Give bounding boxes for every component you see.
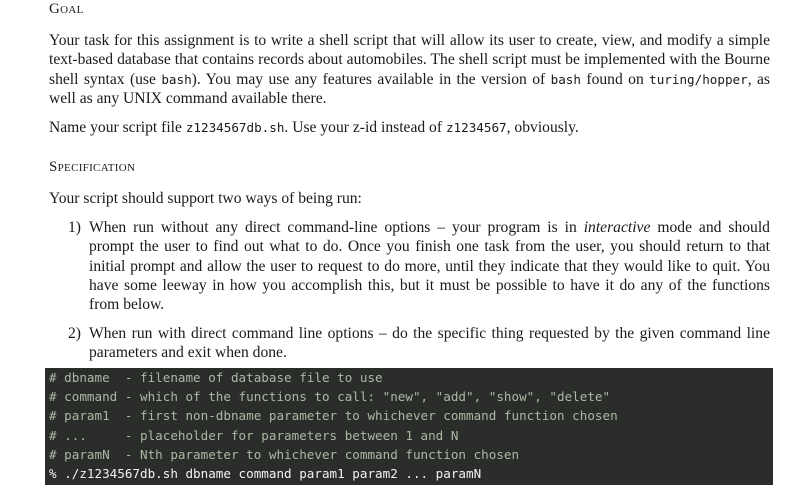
code-line: # command - which of the functions to call: "new", "add", "show", "delete"	[49, 389, 611, 405]
list-item-number: 2)	[68, 325, 81, 342]
list-item-emphasis: interactive	[583, 219, 651, 236]
goal-paragraph	[49, 31, 770, 108]
list-item-text-2: mode and should prompt the user to find out what to do. Once you finish one task from the user, you should return to that initial prompt and allow the user to request to do more, until they indicate that they would like to quit. You have some leeway in how you accomplish this, but it must be possible to have it do any of the functions from below.	[89, 219, 770, 314]
goal-code-bash-2: bash	[550, 71, 581, 87]
goal-text-3: found on	[580, 70, 650, 88]
list-item	[68, 218, 770, 314]
list-item	[68, 324, 770, 363]
list-item-body	[89, 324, 770, 363]
code-line: # paramN - Nth parameter to whichever command function chosen	[49, 446, 520, 462]
goal-code-host: turing/hopper	[649, 71, 748, 87]
script-name-paragraph	[49, 118, 770, 137]
code-command-line: % ./z1234567db.sh dbname command param1 param2 ... paramN	[49, 465, 482, 481]
zid-code: z1234567	[445, 120, 507, 135]
script-name-text-2: . Use your z-id instead of	[284, 119, 446, 136]
list-item-body	[89, 218, 770, 314]
specification-intro: Your script should support two ways of being run:	[49, 190, 362, 207]
code-line: # ... - placeholder for parameters between 1 and N	[49, 427, 459, 443]
code-block	[45, 368, 773, 485]
specification-heading: Specification	[49, 159, 136, 175]
code-line: # dbname - filename of database file to use	[49, 370, 383, 385]
script-filename-code: z1234567db.sh	[185, 120, 285, 135]
goal-code-bash-1: bash	[161, 71, 192, 87]
goal-text-1: Your task for this assignment is to write a shell script that will allow its user to create, view, and modify a simple text-based database that contains records about automobiles. The shell script must be implemented with the Bourne shell syntax (use	[49, 32, 770, 88]
list-item-text-1: When run without any direct command-line options – your program is in	[89, 219, 584, 236]
script-name-text-1: Name your script file	[49, 119, 186, 136]
goal-text-2: ). You may use any features available in the version of	[191, 70, 551, 88]
code-line: # param1 - first non-dbname parameter to whichever command function chosen	[49, 408, 618, 424]
script-name-text-3: , obviously.	[506, 119, 579, 136]
goal-heading: Goal	[49, 1, 84, 17]
list-item-number: 1)	[68, 219, 81, 236]
list-item-text-1: When run with direct command line options – do the specific thing requested by the given command line parameters and exit when done.	[89, 325, 770, 362]
goal-text-4: , as well as any UNIX command available there.	[49, 70, 770, 107]
